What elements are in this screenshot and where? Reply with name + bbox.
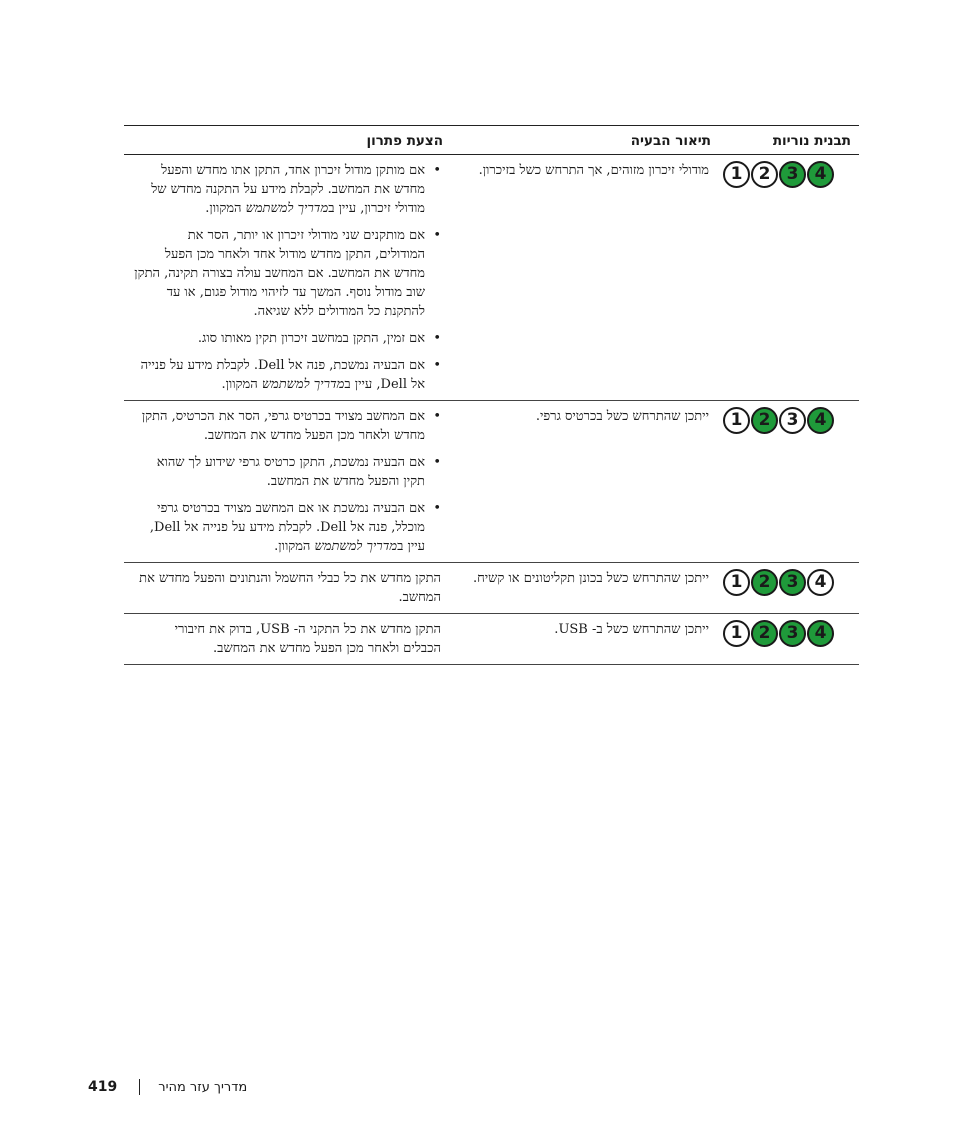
diagnostic-lights bbox=[723, 569, 853, 596]
solution-text: אם מותקן מודול זיכרון אחד, התקן אתו מחדש והפעל מחדש את המחשב. לקבלת מידע על התקנה מחדש של מודולי זיכרון, עיין ב bbox=[151, 163, 425, 216]
suggested-solution: התקן מחדש את כל כבלי החשמל והנתונים והפעל מחדש את המחשב. bbox=[124, 563, 451, 614]
solution-text: המקוון. bbox=[205, 201, 246, 216]
table-header-row bbox=[124, 126, 859, 155]
solution-item bbox=[134, 499, 441, 556]
diagnostic-light-4-on-icon: 4 bbox=[807, 407, 834, 434]
solution-text: אם המחשב מצויד בכרטיס גרפי, הסר את הכרטיס, התקן מחדש ולאחר מכן הפעל מחדש את המחשב. bbox=[141, 409, 425, 443]
solution-item bbox=[134, 356, 441, 394]
problem-description: מודולי זיכרון מזוהים, אך התרחש כשל בזיכרון. bbox=[451, 155, 719, 401]
page-number: 419 bbox=[88, 1079, 118, 1095]
diagnostic-light-1-off-icon: 1 bbox=[723, 161, 750, 188]
diagnostic-light-3-on-icon: 3 bbox=[779, 161, 806, 188]
diagnostic-light-3-on-icon: 3 bbox=[779, 569, 806, 596]
manual-title: מדריך למשתמש bbox=[314, 539, 398, 554]
light-pattern-cell bbox=[719, 563, 859, 614]
header-problem-description: תיאור הבעיה bbox=[451, 126, 719, 155]
solution-item bbox=[134, 161, 441, 218]
diagnostic-light-3-off-icon: 3 bbox=[779, 407, 806, 434]
manual-title: מדריך למשתמש bbox=[261, 377, 345, 392]
diagnostic-light-3-on-icon: 3 bbox=[779, 620, 806, 647]
diagnostic-light-2-on-icon: 2 bbox=[751, 407, 778, 434]
problem-description: ייתכן שהתרחש כשל ב- USB. bbox=[451, 614, 719, 665]
solution-list bbox=[134, 407, 441, 556]
light-pattern-cell bbox=[719, 401, 859, 563]
suggested-solution: התקן מחדש את כל התקני ה- USB, בדוק את חיבורי הכבלים ולאחר מכן הפעל מחדש את המחשב. bbox=[124, 614, 451, 665]
header-light-pattern: תבנית נוריות bbox=[719, 126, 859, 155]
light-pattern-cell bbox=[719, 155, 859, 401]
solution-text: אם הבעיה נמשכת, התקן כרטיס גרפי שידוע לך שהוא תקין והפעל מחדש את המחשב. bbox=[156, 455, 425, 489]
solution-list bbox=[134, 161, 441, 394]
solution-item bbox=[134, 226, 441, 321]
solution-text: המקוון. bbox=[274, 539, 315, 554]
header-suggested-solution: הצעת פתרון bbox=[124, 126, 451, 155]
solution-item bbox=[134, 329, 441, 348]
table-row bbox=[124, 614, 859, 665]
diagnostic-lights bbox=[723, 407, 853, 434]
diagnostic-light-2-on-icon: 2 bbox=[751, 620, 778, 647]
table-row bbox=[124, 401, 859, 563]
troubleshooting-table bbox=[124, 125, 859, 665]
table-row bbox=[124, 155, 859, 401]
suggested-solution bbox=[124, 401, 451, 563]
solution-text: המקוון. bbox=[221, 377, 262, 392]
guide-title: מדריך עזר מהיר bbox=[158, 1079, 248, 1095]
diagnostic-light-4-off-icon: 4 bbox=[807, 569, 834, 596]
diagnostic-lights bbox=[723, 620, 853, 647]
page-footer bbox=[88, 1079, 247, 1095]
solution-item bbox=[134, 407, 441, 445]
solution-text: אם הבעיה נמשכת, פנה אל Dell. לקבלת מידע על פנייה אל Dell, עיין ב bbox=[140, 358, 425, 392]
problem-description: ייתכן שהתרחש כשל בכונן תקליטונים או קשיח. bbox=[451, 563, 719, 614]
diagnostic-light-4-on-icon: 4 bbox=[807, 161, 834, 188]
problem-description: ייתכן שהתרחש כשל בכרטיס גרפי. bbox=[451, 401, 719, 563]
diagnostic-light-1-off-icon: 1 bbox=[723, 569, 750, 596]
light-pattern-cell bbox=[719, 614, 859, 665]
diagnostic-lights bbox=[723, 161, 853, 188]
diagnostic-light-1-off-icon: 1 bbox=[723, 620, 750, 647]
solution-text: אם מותקנים שני מודולי זיכרון או יותר, הסר את המודולים, התקן מחדש מודול אחד ולאחר מכן הפעל מחדש את המחשב. אם המחשב עולה בצורה תקינה, התקן שוב מודול נוסף. המשך עד לזיהוי מודול פגום, או עד להתקנת כל המודולים ללא שגיאה. bbox=[134, 228, 425, 319]
solution-item bbox=[134, 453, 441, 491]
solution-text: אם זמין, התקן במחשב זיכרון תקין מאותו סוג. bbox=[197, 331, 425, 346]
suggested-solution bbox=[124, 155, 451, 401]
diagnostic-light-4-on-icon: 4 bbox=[807, 620, 834, 647]
table-row bbox=[124, 563, 859, 614]
footer-divider bbox=[139, 1079, 140, 1095]
diagnostic-light-1-off-icon: 1 bbox=[723, 407, 750, 434]
diagnostic-light-2-off-icon: 2 bbox=[751, 161, 778, 188]
solution-text: אם הבעיה נמשכת או אם המחשב מצויד בכרטיס גרפי מוכלל, פנה אל Dell. לקבלת מידע על פנייה אל Dell, עיין ב bbox=[149, 501, 425, 554]
diagnostic-light-2-on-icon: 2 bbox=[751, 569, 778, 596]
table-body bbox=[124, 155, 859, 665]
manual-title: מדריך למשתמש bbox=[245, 201, 329, 216]
